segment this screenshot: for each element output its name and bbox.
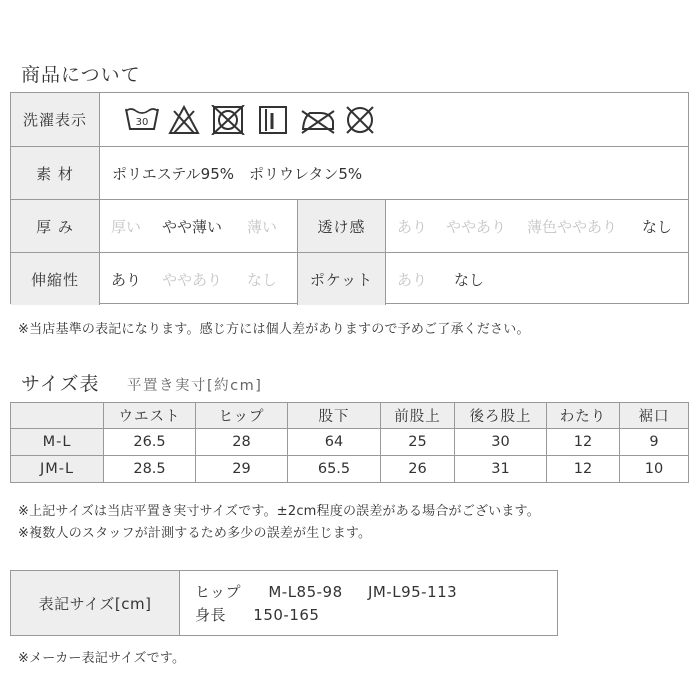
declared-height-label: 身長: [195, 606, 227, 624]
size-header-blank: [11, 403, 104, 429]
size-header-front-rise: 前股上: [381, 403, 455, 429]
table-cell: 10: [620, 456, 689, 483]
thickness-option-slightly-thin: やや薄い: [162, 217, 223, 236]
declared-hip-ml: M-L85-98: [268, 583, 343, 601]
no-dry-clean-icon: [344, 105, 376, 135]
product-info-table: [10, 92, 689, 304]
size-section-title: サイズ表: [21, 373, 100, 395]
table-cell: 26: [381, 456, 455, 483]
product-section-title: 商品について: [21, 64, 141, 86]
transparency-option-slightly: ややあり: [446, 217, 507, 236]
no-tumble-dry-icon: [211, 105, 245, 135]
declared-hip-jml: JM-L95-113: [367, 583, 458, 601]
material-value: ポリエステル95% ポリウレタン5%: [112, 164, 363, 183]
declared-note: ※メーカー表記サイズです。: [18, 651, 186, 666]
table-cell: 12: [547, 429, 620, 456]
thickness-row: [11, 200, 688, 253]
table-cell: 28: [196, 429, 288, 456]
size-row-label: M-L: [11, 429, 104, 456]
size-table: [10, 402, 689, 483]
size-header-thigh: わたり: [547, 403, 620, 429]
table-row: [11, 429, 689, 456]
table-cell: 30: [455, 429, 547, 456]
table-cell: 64: [288, 429, 381, 456]
material-label: 素 材: [11, 147, 100, 199]
pocket-options: [397, 253, 687, 305]
table-cell: 28.5: [104, 456, 196, 483]
thickness-option-thin: 薄い: [247, 217, 278, 236]
table-cell: 26.5: [104, 429, 196, 456]
pocket-option-none: なし: [454, 270, 485, 289]
care-row: [11, 93, 688, 147]
declared-height-line: [195, 604, 319, 625]
transparency-option-none: なし: [642, 217, 673, 236]
wash-temp-label: 30: [135, 117, 149, 128]
transparency-option-yes: あり: [397, 217, 428, 236]
stretch-options: [111, 253, 297, 305]
pocket-label: ポケット: [297, 253, 386, 305]
iron-crossed-icon: [300, 105, 336, 135]
thickness-option-thick: 厚い: [111, 217, 142, 236]
size-row-label: JM-L: [11, 456, 104, 483]
size-table-header: [11, 403, 689, 429]
wash-30-icon: [124, 105, 160, 135]
thickness-options: [111, 200, 297, 252]
size-header-inseam: 股下: [288, 403, 381, 429]
table-cell: 9: [620, 429, 689, 456]
line-dry-icon: [258, 105, 288, 135]
transparency-label: 透け感: [297, 200, 386, 252]
stretch-option-none: なし: [247, 270, 278, 289]
size-header-hip: ヒップ: [196, 403, 288, 429]
table-cell: 29: [196, 456, 288, 483]
care-label: 洗濯表示: [11, 93, 100, 146]
table-cell: 25: [381, 429, 455, 456]
size-header-hem: 裾口: [620, 403, 689, 429]
size-section-subtitle: 平置き実寸[約cm]: [127, 378, 263, 394]
stretch-label: 伸縮性: [11, 253, 100, 305]
size-note-1: ※上記サイズは当店平置き実寸サイズです。±2cm程度の誤差がある場合がございます。: [18, 504, 540, 519]
declared-size-box: [10, 570, 558, 636]
transparency-options: [397, 200, 687, 252]
table-cell: 31: [455, 456, 547, 483]
declared-hip-label: ヒップ: [195, 583, 242, 601]
product-note: ※当店基準の表記になります。感じ方には個人差がありますので予めご了承ください。: [18, 322, 530, 337]
declared-height-value: 150-165: [253, 606, 320, 624]
stretch-row: [11, 253, 688, 305]
material-row: [11, 147, 688, 200]
table-cell: 12: [547, 456, 620, 483]
thickness-label: 厚 み: [11, 200, 100, 252]
declared-size-label: 表記サイズ[cm]: [11, 571, 180, 635]
table-row: [11, 456, 689, 483]
table-cell: 65.5: [288, 456, 381, 483]
stretch-option-yes: あり: [111, 270, 142, 289]
pocket-option-yes: あり: [397, 270, 428, 289]
transparency-option-light-colors: 薄色ややあり: [527, 217, 618, 236]
no-bleach-icon: [168, 105, 200, 135]
declared-hip-line: [195, 581, 457, 602]
size-header-waist: ウエスト: [104, 403, 196, 429]
stretch-option-slightly: ややあり: [162, 270, 223, 289]
size-note-2: ※複数人のスタッフが計測するため多少の誤差が生じます。: [18, 526, 372, 541]
size-header-back-rise: 後ろ股上: [455, 403, 547, 429]
